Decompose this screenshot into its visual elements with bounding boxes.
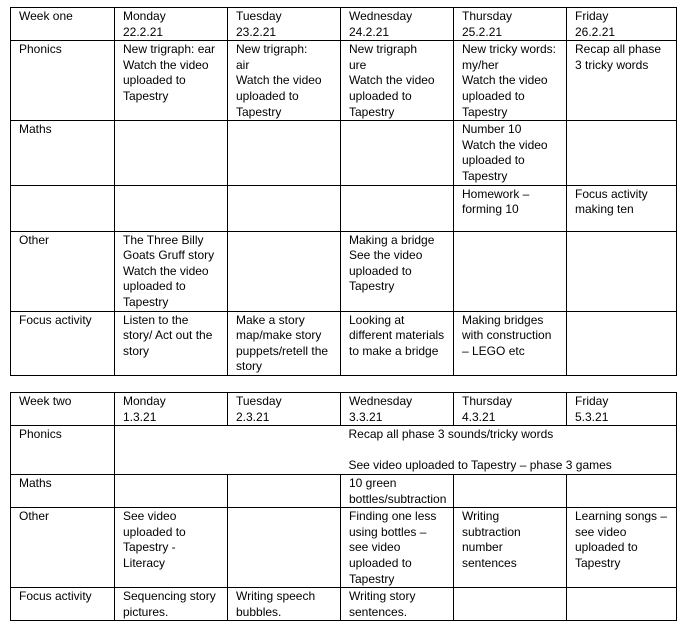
table-cell <box>228 508 341 588</box>
table-cell: Making a bridge See the video uploaded to Tapestry <box>341 231 454 311</box>
table-cell: New trigraph: ear Watch the video uploaded to Tapestry <box>115 41 228 121</box>
day-header: Friday 26.2.21 <box>567 8 677 41</box>
table-cell <box>115 185 228 231</box>
table-row-maths <box>11 474 677 507</box>
table-cell: Writing speech bubbles. <box>228 588 341 621</box>
table-cell: Make a story map/make story puppets/retell the story <box>228 311 341 375</box>
table-row-other <box>11 231 677 311</box>
table-cell <box>228 185 341 231</box>
table-cell: Writing subtraction number sentences <box>454 508 567 588</box>
table-cell <box>454 474 567 507</box>
table-cell: Listen to the story/ Act out the story <box>115 311 228 375</box>
table-cell: Looking at different materials to make a bridge <box>341 311 454 375</box>
week-one-table <box>10 7 677 376</box>
table-cell <box>115 426 341 475</box>
table-cell: Learning songs – see video uploaded to Tapestry <box>567 508 677 588</box>
day-header: Thursday 25.2.21 <box>454 8 567 41</box>
table-cell <box>228 121 341 185</box>
table-cell: New tricky words: my/her Watch the video uploaded to Tapestry <box>454 41 567 121</box>
table-row-focus-activity <box>11 311 677 375</box>
table-cell <box>228 474 341 507</box>
row-label: Focus activity <box>11 311 115 375</box>
table-cell <box>228 231 341 311</box>
row-label: Other <box>11 231 115 311</box>
table-cell <box>115 474 228 507</box>
day-header: Friday 5.3.21 <box>567 393 677 426</box>
row-label: Phonics <box>11 41 115 121</box>
table-cell <box>454 588 567 621</box>
table-cell: New trigraph ure Watch the video uploaded to Tapestry <box>341 41 454 121</box>
week-label: Week two <box>11 393 115 426</box>
table-cell: Number 10 Watch the video uploaded to Tapestry <box>454 121 567 185</box>
row-label: Focus activity <box>11 588 115 621</box>
row-label: Maths <box>11 121 115 185</box>
day-header: Wednesday 3.3.21 <box>341 393 454 426</box>
table-cell <box>567 588 677 621</box>
header-row <box>11 8 677 41</box>
header-row <box>11 393 677 426</box>
table-cell <box>341 185 454 231</box>
table-cell <box>567 121 677 185</box>
table-cell: See video uploaded to Tapestry - Literacy <box>115 508 228 588</box>
table-cell: Finding one less using bottles – see video uploaded to Tapestry <box>341 508 454 588</box>
table-cell <box>567 474 677 507</box>
table-row-other <box>11 508 677 588</box>
table-row-phonics <box>11 41 677 121</box>
table-cell <box>454 231 567 311</box>
table-cell: Homework – forming 10 <box>454 185 567 231</box>
table-cell: Sequencing story pictures. <box>115 588 228 621</box>
table-cell: Making bridges with construction – LEGO etc <box>454 311 567 375</box>
table-cell: Focus activity making ten <box>567 185 677 231</box>
day-header: Monday 1.3.21 <box>115 393 228 426</box>
row-label <box>11 185 115 231</box>
table-cell <box>115 121 228 185</box>
table-row-homework <box>11 185 677 231</box>
phonics-merged-cell: Recap all phase 3 sounds/tricky words See video uploaded to Tapestry – phase 3 games <box>341 426 677 475</box>
row-label: Maths <box>11 474 115 507</box>
table-row-maths <box>11 121 677 185</box>
table-cell: The Three Billy Goats Gruff story Watch the video uploaded to Tapestry <box>115 231 228 311</box>
day-header: Monday 22.2.21 <box>115 8 228 41</box>
table-row-phonics <box>11 426 677 475</box>
day-header: Thursday 4.3.21 <box>454 393 567 426</box>
table-row-focus-activity <box>11 588 677 621</box>
week-two-table <box>10 392 677 621</box>
day-header: Tuesday 23.2.21 <box>228 8 341 41</box>
table-cell <box>567 311 677 375</box>
table-cell <box>341 121 454 185</box>
table-cell: Writing story sentences. <box>341 588 454 621</box>
table-cell <box>567 231 677 311</box>
row-label: Other <box>11 508 115 588</box>
table-cell: 10 green bottles/subtraction <box>341 474 454 507</box>
week-label: Week one <box>11 8 115 41</box>
day-header: Wednesday 24.2.21 <box>341 8 454 41</box>
table-cell: Recap all phase 3 tricky words <box>567 41 677 121</box>
row-label: Phonics <box>11 426 115 475</box>
day-header: Tuesday 2.3.21 <box>228 393 341 426</box>
table-cell: New trigraph: air Watch the video uploaded to Tapestry <box>228 41 341 121</box>
